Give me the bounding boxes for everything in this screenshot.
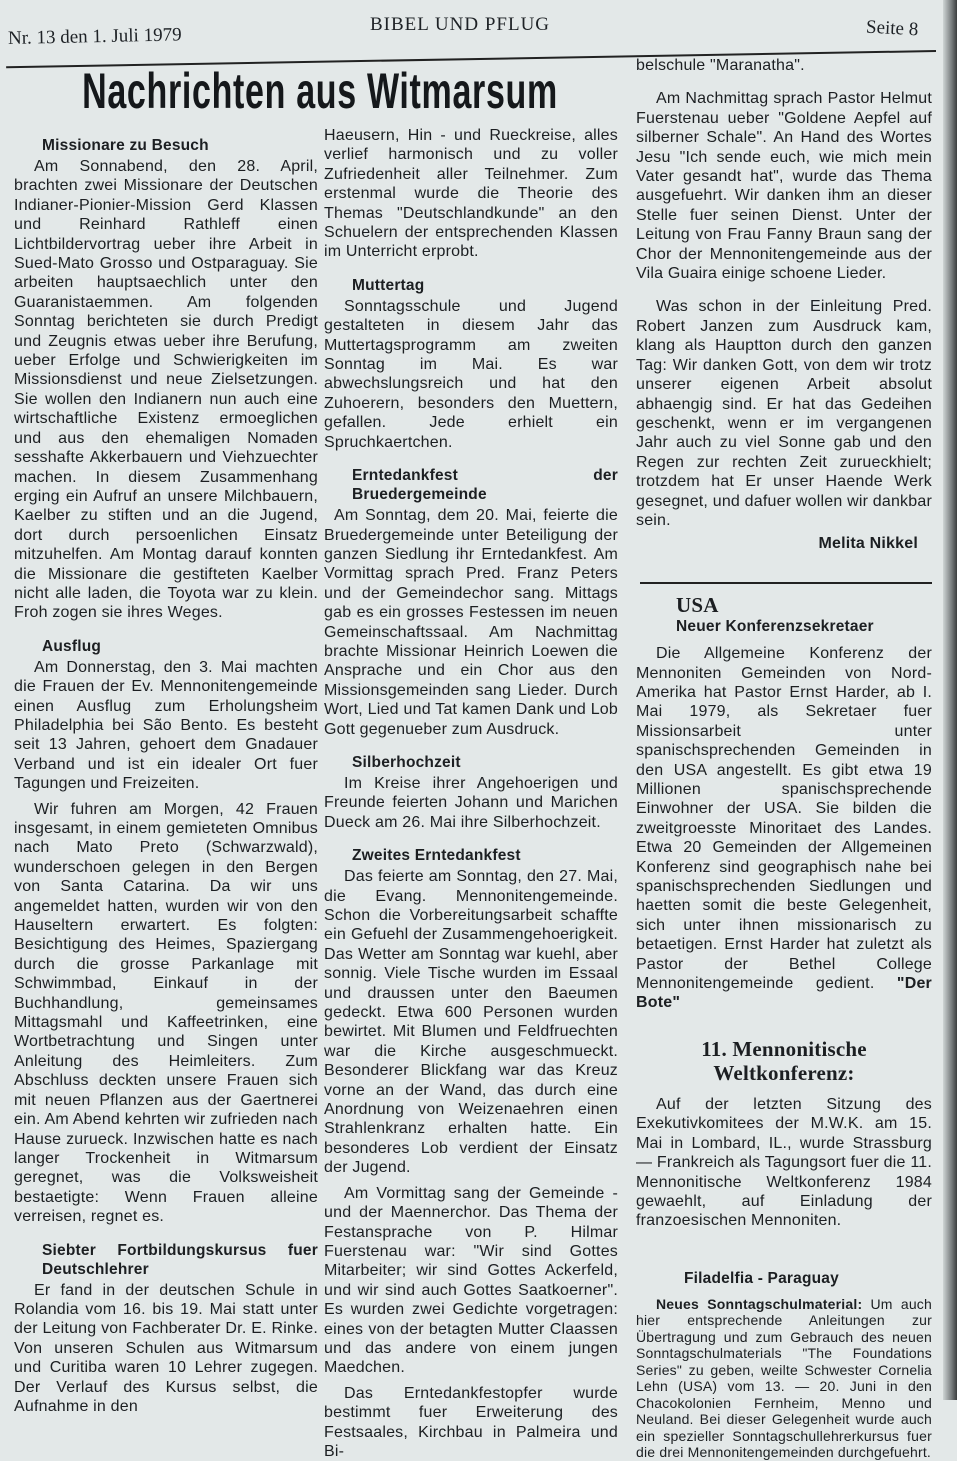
paragraph: Am Donnerstag, den 3. Mai machten die Frauen der Ev. Mennonitengemeinde einen Ausflug zum Erholungsheim Philadelphia bei São Bento. Es besteht seit 13 Jahren, gehoert dem Gnadauer Verband und ist ein idealer Ort fuer Tagungen und Freizeiten. xyxy=(14,658,318,793)
paragraph: Haeusern, Hin - und Rueckreise, alles verlief harmonisch und zu voller Zufriedenheit aller Teilnehmer. Zum erstenmal wurde die Theorie des Themas "Deutschlandkunde" an den Schuelern der entsprechenden Klassen im Unterricht erprobt. xyxy=(324,127,618,261)
paragraph xyxy=(636,644,932,1013)
column-1 xyxy=(14,136,318,1416)
heading-weltkonferenz: 11. Mennonitische Weltkonferenz: xyxy=(701,1036,867,1085)
paragraph: Er fand in der deutschen Schule in Rolandia vom 16. bis 19. Mai statt unter der Leitung von Fachberater Dr. E. Rinke. Von unseren Schulen aus Witmarsum und Curitiba waren 10 Lehrer zugegen. Der Verlauf des Kursus selbst, die Aufnahme in den xyxy=(14,1281,318,1415)
page-number: Seite 8 xyxy=(865,16,919,41)
heading-silberhochzeit: Silberhochzeit xyxy=(352,753,461,771)
column-3 xyxy=(636,56,932,1461)
column-2 xyxy=(324,126,618,1461)
paragraph: Das Erntedankfestopfer wurde bestimmt fuer Erweiterung des Festsaales, Kirchbau in Palmeira und Bi- xyxy=(324,1384,618,1460)
section-divider xyxy=(640,582,932,584)
paragraph: Am Sonntag, dem 20. Mai, feierte die Bruedergemeinde unter Beteiligung der ganzen Siedlung ihr Erntedankfest. Am Vormittag sprach Pred. Franz Peters und der Gemeindechor sang. Mittags gab es ein grosses Festessen im neuen Gemeinschaftssaal. Am Nachmittag brachte Missionar Heinrich Loewen die Ansprache und ein Chor aus den Missionsgemeinden sang Lieder. Durch Wort, Lied und Tat kamen Dank und Lob Gott gegenueber zum Ausdruck. xyxy=(324,507,618,738)
heading-usa: USA xyxy=(676,592,719,617)
paragraph: Auf der letzten Sitzung des Exekutivkomitees der M.W.K. am 15. Mai in Lombard, IL., wurde Strassburg — Frankreich als Tagungsort fuer die 11. Mennonitische Weltkonferenz 1984 gewaehlt, auf Einladung der franzoesischen Mennoniten. xyxy=(636,1095,932,1230)
heading-muttertag: Muttertag xyxy=(352,276,425,294)
lead-text: Neues Sonntagschulmaterial: xyxy=(656,1295,863,1312)
heading-kursus: Siebter Fortbildungskursus fuer Deutschlehrer xyxy=(42,1241,318,1278)
heading-filadelfia: Filadelfia - Paraguay xyxy=(684,1269,839,1287)
paragraph: Im Kreise ihrer Angehoerigen und Freunde feierten Johann und Marichen Dueck am 26. Mai ihre Silberhochzeit. xyxy=(324,774,618,831)
author-signature: Melita Nikkel xyxy=(818,535,918,553)
heading-missionare: Missionare zu Besuch xyxy=(42,137,209,154)
paragraph-text: Um auch hier entsprechende Anleitungen zur Übertragung und zum Gebrauch des neuen Sonntagschulmaterials "The Foundations Series" zu geben, weilte Schwester Cornelia Lehn (USA) vom 13. — 20. Juni in den Chacokolonien Fernheim, Menno und Neuland. Bei dieser Gelegenheit wurde auch ein spezieller Sonntagschullehrerkursus fuer die drei Mennonitengemeinden durchgefuehrt. xyxy=(636,1295,932,1461)
paragraph: Am Nachmittag sprach Pastor Helmut Fuerstenau ueber "Goldene Aepfel auf silberner Schale". An Hand des Wortes Jesu "Ich sende euch, wie mich mein Vater gesandt hat", wurde das Thema ausgefuehrt. Wir danken ihm an dieser Stelle fuer seinen Dienst. Unter der Leitung von Frau Fanny Braun sang der Chor der Mennonitengemeinde aus der Vila Guaira einige schoene Lieder. xyxy=(636,90,932,283)
headline: Nachrichten aus Witmarsum xyxy=(82,63,558,119)
issue-date: Nr. 13 den 1. Juli 1979 xyxy=(7,24,182,49)
paragraph: Sonntagsschule und Jugend gestalteten in diesem Jahr das Muttertagsprogramm am zweiten Sonntag im Mai. Es war abwechslungsreich und hat den Zuhoerern, besonders den Muettern, gefallen. Jede erhielt ein Spruchkaertchen. xyxy=(324,297,618,451)
paragraph: Was schon in der Einleitung Pred. Robert Janzen zum Ausdruck kam, klang als Hauptton durch den ganzen Tag: Wir danken Gott, von dem wir trotz unserer eigenen Arbeit absolut abhaengig sind. Er hat das Gedeihen geschenkt, wenn er im vergangenen Jahr auch zu viel Sonne gab und den Regen zur rechten Zeit zurueckhielt; trotzdem hat Er unser Haende Werk gesegnet, und dafuer wollen wir dankbar sein. xyxy=(636,298,932,529)
paragraph: Am Vormittag sang der Gemeinde - und der Maennerchor. Das Thema der Festansprache von P. Hilmar Fuerstenau war: "Wir sind Gottes Mitarbeiter; wir sind Gottes Ackerfeld, und wir sind auch Gottes Saatkoerner". Es wurden zwei Gedichte vorgetragen: eines von der betagten Mutter Claassen und das andere von einem jungen Maedchen. xyxy=(324,1184,618,1377)
source-credit: "Der Bote" xyxy=(636,975,932,1012)
heading-erntedank: Erntedankfest der Bruedergemeinde xyxy=(352,467,618,504)
heading-ausflug: Ausflug xyxy=(42,637,102,655)
paragraph: Das feierte am Sonntag, den 27. Mai, die Evang. Mennonitengemeinde. Schon die Vorbereitungsarbeit schaffte ein Gefuehl der Zusammengehoerigkeit. Das Wetter am Sonntag war kuehl, aber sonnig. Viele Tische wurden im Essaal und draussen unter den Baeumen gedeckt. Etwa 600 Personen wurden bewirtet. Mit Blumen und Feldfruechten war die Kirche ausgeschmueckt. Besonderer Blickfang war das Kreuz vorne an der Wand, das durch eine Anordnung von Weizenaehren einen Strahlenkranz erhalten hatte. Ein besonderes Lob verdient der Einsatz der Jugend. xyxy=(324,868,618,1177)
paragraph: Wir fuhren am Morgen, 42 Frauen insgesamt, in einem gemieteten Omnibus nach Mato Preto (Schwarzwald), wunderschoen gelegen in den Bergen von Santa Catarina. Da wir uns angemeldet hatten, wurden wir von den Hauseltern erwartert. Es folgten: Besichtigung des Heimes, Spaziergang durch die grosse Parkanlage mit Schwimmbad, Einkauf in der Buchhandlung, gemeinsames Mittagsmahl und Kaffeetrinken, eine Wortbetrachtung und Singen unter Anleitung des Heimleiters. Zum Abschluss deckten unsere Frauen sich mit neuen Pflanzen aus der Gaertnerei ein. Am Abend kehrten wir zufrieden nach Hause zurueck. Inzwischen hatte es nach langer Trockenheit in Witmarsum geregnet, was die Volksweisheit bestaetigte: Wenn Frauen alleine verreisen, regnet es. xyxy=(14,800,318,1226)
paragraph: Am Sonnabend, den 28. April, brachten zwei Missionare der Deutschen Indianer-Pionier-Mission Gerd Klassen und Reinhard Rathleff einen Lichtbildervortrag ueber ihre Arbeit in Sued-Mato Grosso und Ostparaguay. Sie arbeiten hauptsaechlich unter den Guaranistaemmen. Am folgenden Sonntag berichteten sie durch Predigt und Zeugnis etwas ueber ihre Berufung, ueber Erfolge und Schwierigkeiten im Missionsdienst und neue Zielsetzungen. Sie wollen den Indianern nun auch eine wirtschaftliche Existenz ermoeglichen und aus den ehemaligen Nomaden sesshafte Akkerbauern und Viehzuechter machen. In diesem Zusammenhang erging ein Aufruf an unsere Milchbauern, Kaelber zu stiften und an die Jugend, dort durch persoenlichen Einsatz mitzuhelfen. Am Montag darauf konnten die Missionare die gestifteten Kaelber nicht alle laden, die Toyota war zu klein. Froh zogen sie ihres Weges. xyxy=(14,158,318,622)
heading-zweites-erntedankfest: Zweites Erntedankfest xyxy=(352,847,521,865)
paragraph xyxy=(636,1296,932,1461)
paragraph-text: Die Allgemeine Konferenz der Mennoniten Gemeinden von Nord-Amerika hat Pastor Ernst Harder, ab I. Mai 1979, als Sekretaer fuer Missionsarbeit unter spanischsprechenden Gemeinden in den USA angestellt. Es gibt etwa 19 Millionen spanischsprechende Einwohner der USA. Sie bilden die zweitgroesste Minoritaet des Landes. Etwa 20 Gemeinden der Allgemeinen Konferenz sind geographisch nahe bei spanischsprechenden Siedlungen und haetten somit die beste Gelegenheit, sich unter ihnen missionarisch zu betaetigen. Ernst Harder hat zuletzt als Pastor der Bethel College Mennonitengemeinde gedient. xyxy=(636,645,932,993)
paragraph: belschule "Maranatha". xyxy=(636,57,805,74)
page-binding-edge xyxy=(943,0,957,1400)
heading-konferenzsekretaer: Neuer Konferenzsekretaer xyxy=(676,618,874,636)
newspaper-title: BIBEL UND PFLUG xyxy=(370,14,551,35)
